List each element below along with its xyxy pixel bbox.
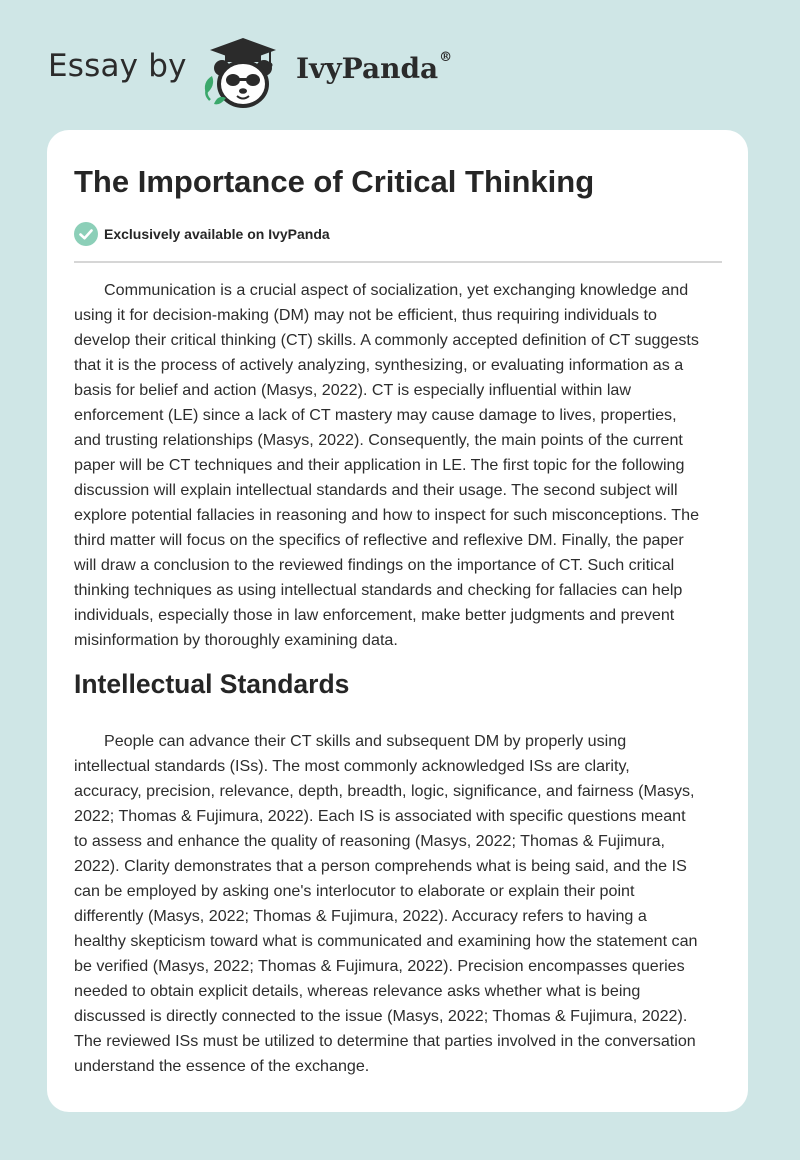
- paragraph-line: using it for decision-making (DM) may not be efficient, thus requiring individuals to: [74, 306, 657, 324]
- paragraph-line: The reviewed ISs must be utilized to determine that parties involved in the conversation: [74, 1032, 696, 1050]
- paragraph-line: understand the essence of the exchange.: [74, 1057, 370, 1075]
- divider: [74, 261, 722, 263]
- paragraph-line: healthy skepticism toward what is communicated and examining how the statement can: [74, 932, 698, 950]
- check-circle-icon: [74, 222, 98, 246]
- paragraph-line: discussed is directly connected to the issue (Masys, 2022; Thomas & Fujimura, 2022).: [74, 1007, 688, 1025]
- paragraph-line: individuals, especially those in law enforcement, make better judgments and prevent: [74, 606, 675, 624]
- paragraph-intellectual-standards: [74, 729, 734, 1079]
- brand-name[interactable]: [296, 52, 452, 85]
- paragraph-line: intellectual standards (ISs). The most commonly acknowledged ISs are clarity,: [74, 757, 630, 775]
- paragraph-line: discussion will explain intellectual standards and their usage. The second subject will: [74, 481, 678, 499]
- paragraph-line: 2022). Clarity demonstrates that a person comprehends what is being said, and the IS: [74, 857, 687, 875]
- paragraph-line: People can advance their CT skills and subsequent DM by properly using: [104, 732, 627, 750]
- exclusive-badge: [74, 222, 330, 246]
- paragraph-line: basis for belief and action (Masys, 2022). CT is especially influential within law: [74, 381, 631, 399]
- paragraph-line: accuracy, precision, relevance, depth, breadth, logic, significance, and fairness (Masys,: [74, 782, 695, 800]
- paragraph-line: to assess and enhance the quality of reasoning (Masys, 2022; Thomas & Fujimura,: [74, 832, 666, 850]
- registered-mark: ®: [439, 50, 453, 65]
- paragraph-line: differently (Masys, 2022; Thomas & Fujimura, 2022). Accuracy refers to having a: [74, 907, 647, 925]
- paragraph-line: explore potential fallacies in reasoning and how to inspect for such misconceptions. The: [74, 506, 700, 524]
- paragraph-line: 2022; Thomas & Fujimura, 2022). Each IS is associated with specific questions meant: [74, 807, 686, 825]
- paragraph-line: that it is the process of actively analyzing, synthesizing, or evaluating information as a: [74, 356, 684, 374]
- paragraph-line: misinformation by thoroughly examining data.: [74, 631, 398, 649]
- section-heading: Intellectual Standards: [74, 669, 350, 699]
- paragraph-line: be verified (Masys, 2022; Thomas & Fujimura, 2022). Precision encompasses queries: [74, 957, 685, 975]
- site-header: [0, 0, 800, 130]
- exclusive-badge-text: Exclusively available on IvyPanda: [104, 226, 330, 242]
- paragraph-line: and trusting relationships (Masys, 2022). Consequently, the main points of the current: [74, 431, 683, 449]
- paragraph-line: will draw a conclusion to the reviewed findings on the importance of CT. Such critical: [74, 556, 675, 574]
- page-title: The Importance of Critical Thinking: [74, 164, 595, 199]
- brand-name-text: IvyPanda: [296, 52, 439, 85]
- paragraph-line: Communication is a crucial aspect of socialization, yet exchanging knowledge and: [104, 281, 689, 299]
- paragraph-line: third matter will focus on the specifics of reflective and reflexive DM. Finally, the paper: [74, 531, 684, 549]
- paragraph-line: thinking techniques as using intellectual standards and checking for fallacies can help: [74, 581, 683, 599]
- paragraph-line: can be employed by asking one's interlocutor to elaborate or explain their point: [74, 882, 635, 900]
- paragraph-line: enforcement (LE) since a lack of CT mastery may cause damage to lives, properties,: [74, 406, 677, 424]
- paragraph-line: needed to obtain explicit details, whereas relevance asks whether what is being: [74, 982, 641, 1000]
- paragraph-line: develop their critical thinking (CT) skills. A commonly accepted definition of CT suggests: [74, 331, 699, 349]
- paragraph-intro: [74, 278, 734, 653]
- article-card: [47, 130, 748, 1112]
- essay-by-label: Essay by: [48, 48, 187, 84]
- panda-graduate-icon[interactable]: [200, 34, 286, 110]
- paragraph-line: paper will be CT techniques and their application in LE. The first topic for the following: [74, 456, 685, 474]
